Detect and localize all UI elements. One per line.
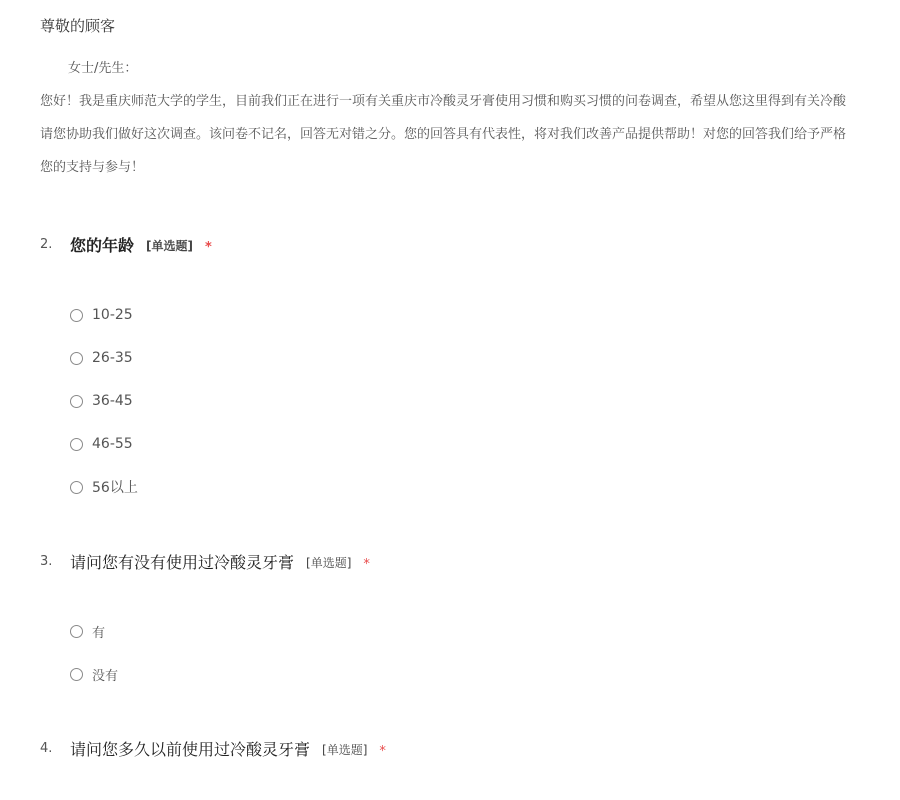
radio-button[interactable] xyxy=(70,309,83,322)
option-label: 36-45 xyxy=(92,393,133,409)
question-type-tag: [单选题] xyxy=(322,743,368,757)
question-type-tag: [单选题] xyxy=(146,239,193,253)
question-header xyxy=(40,550,900,574)
question-title-text: 请问您多久以前使用过冷酸灵牙膏 xyxy=(70,740,311,759)
intro-text-line: 您好！我是重庆师范大学的学生，目前我们正在进行一项有关重庆市冷酸灵牙膏使用习惯和购买习惯的问卷调查，希望从您这里得到有关冷酸 xyxy=(40,94,847,109)
question-number: 3. xyxy=(40,554,53,569)
question-type-tag: [单选题] xyxy=(306,556,352,570)
radio-button[interactable] xyxy=(70,352,83,365)
question-title xyxy=(70,737,386,760)
required-marker: * xyxy=(363,557,370,572)
question-number: 2. xyxy=(40,237,53,252)
option-age-36-45[interactable] xyxy=(70,391,133,411)
radio-button[interactable] xyxy=(70,438,83,451)
option-age-10-25[interactable] xyxy=(70,305,133,325)
required-marker: * xyxy=(379,744,386,759)
question-header xyxy=(40,737,900,761)
question-used-product xyxy=(40,550,900,684)
intro-salutation: 女士/先生： xyxy=(68,61,138,76)
question-title xyxy=(70,233,212,256)
option-label: 26-35 xyxy=(92,350,133,366)
question-age xyxy=(40,233,900,496)
option-age-56-plus[interactable] xyxy=(70,477,138,497)
option-age-46-55[interactable] xyxy=(70,434,133,454)
option-label: 56以上 xyxy=(92,480,138,496)
question-number: 4. xyxy=(40,741,53,756)
option-label: 46-55 xyxy=(92,436,133,452)
question-last-used xyxy=(40,737,900,761)
option-no[interactable] xyxy=(70,664,118,684)
radio-button[interactable] xyxy=(70,625,83,638)
option-label: 10-25 xyxy=(92,307,133,323)
intro-text-line: 您的支持与参与！ xyxy=(40,160,145,175)
required-marker: * xyxy=(205,240,212,255)
intro-title: 尊敬的顾客 xyxy=(40,17,116,35)
intro-text-line: 请您协助我们做好这次调查。该问卷不记名，回答无对错之分。您的回答具有代表性，将对我们改善产品提供帮助！对您的回答我们给予严格 xyxy=(40,127,847,142)
question-title-text: 请问您有没有使用过冷酸灵牙膏 xyxy=(70,553,295,572)
question-title xyxy=(70,550,370,573)
question-title-text: 您的年龄 xyxy=(70,236,135,255)
option-label: 有 xyxy=(92,625,106,641)
question-header xyxy=(40,233,900,257)
option-age-26-35[interactable] xyxy=(70,348,133,368)
radio-button[interactable] xyxy=(70,481,83,494)
option-yes[interactable] xyxy=(70,621,105,641)
radio-button[interactable] xyxy=(70,395,83,408)
radio-button[interactable] xyxy=(70,668,83,681)
option-label: 没有 xyxy=(92,668,119,684)
